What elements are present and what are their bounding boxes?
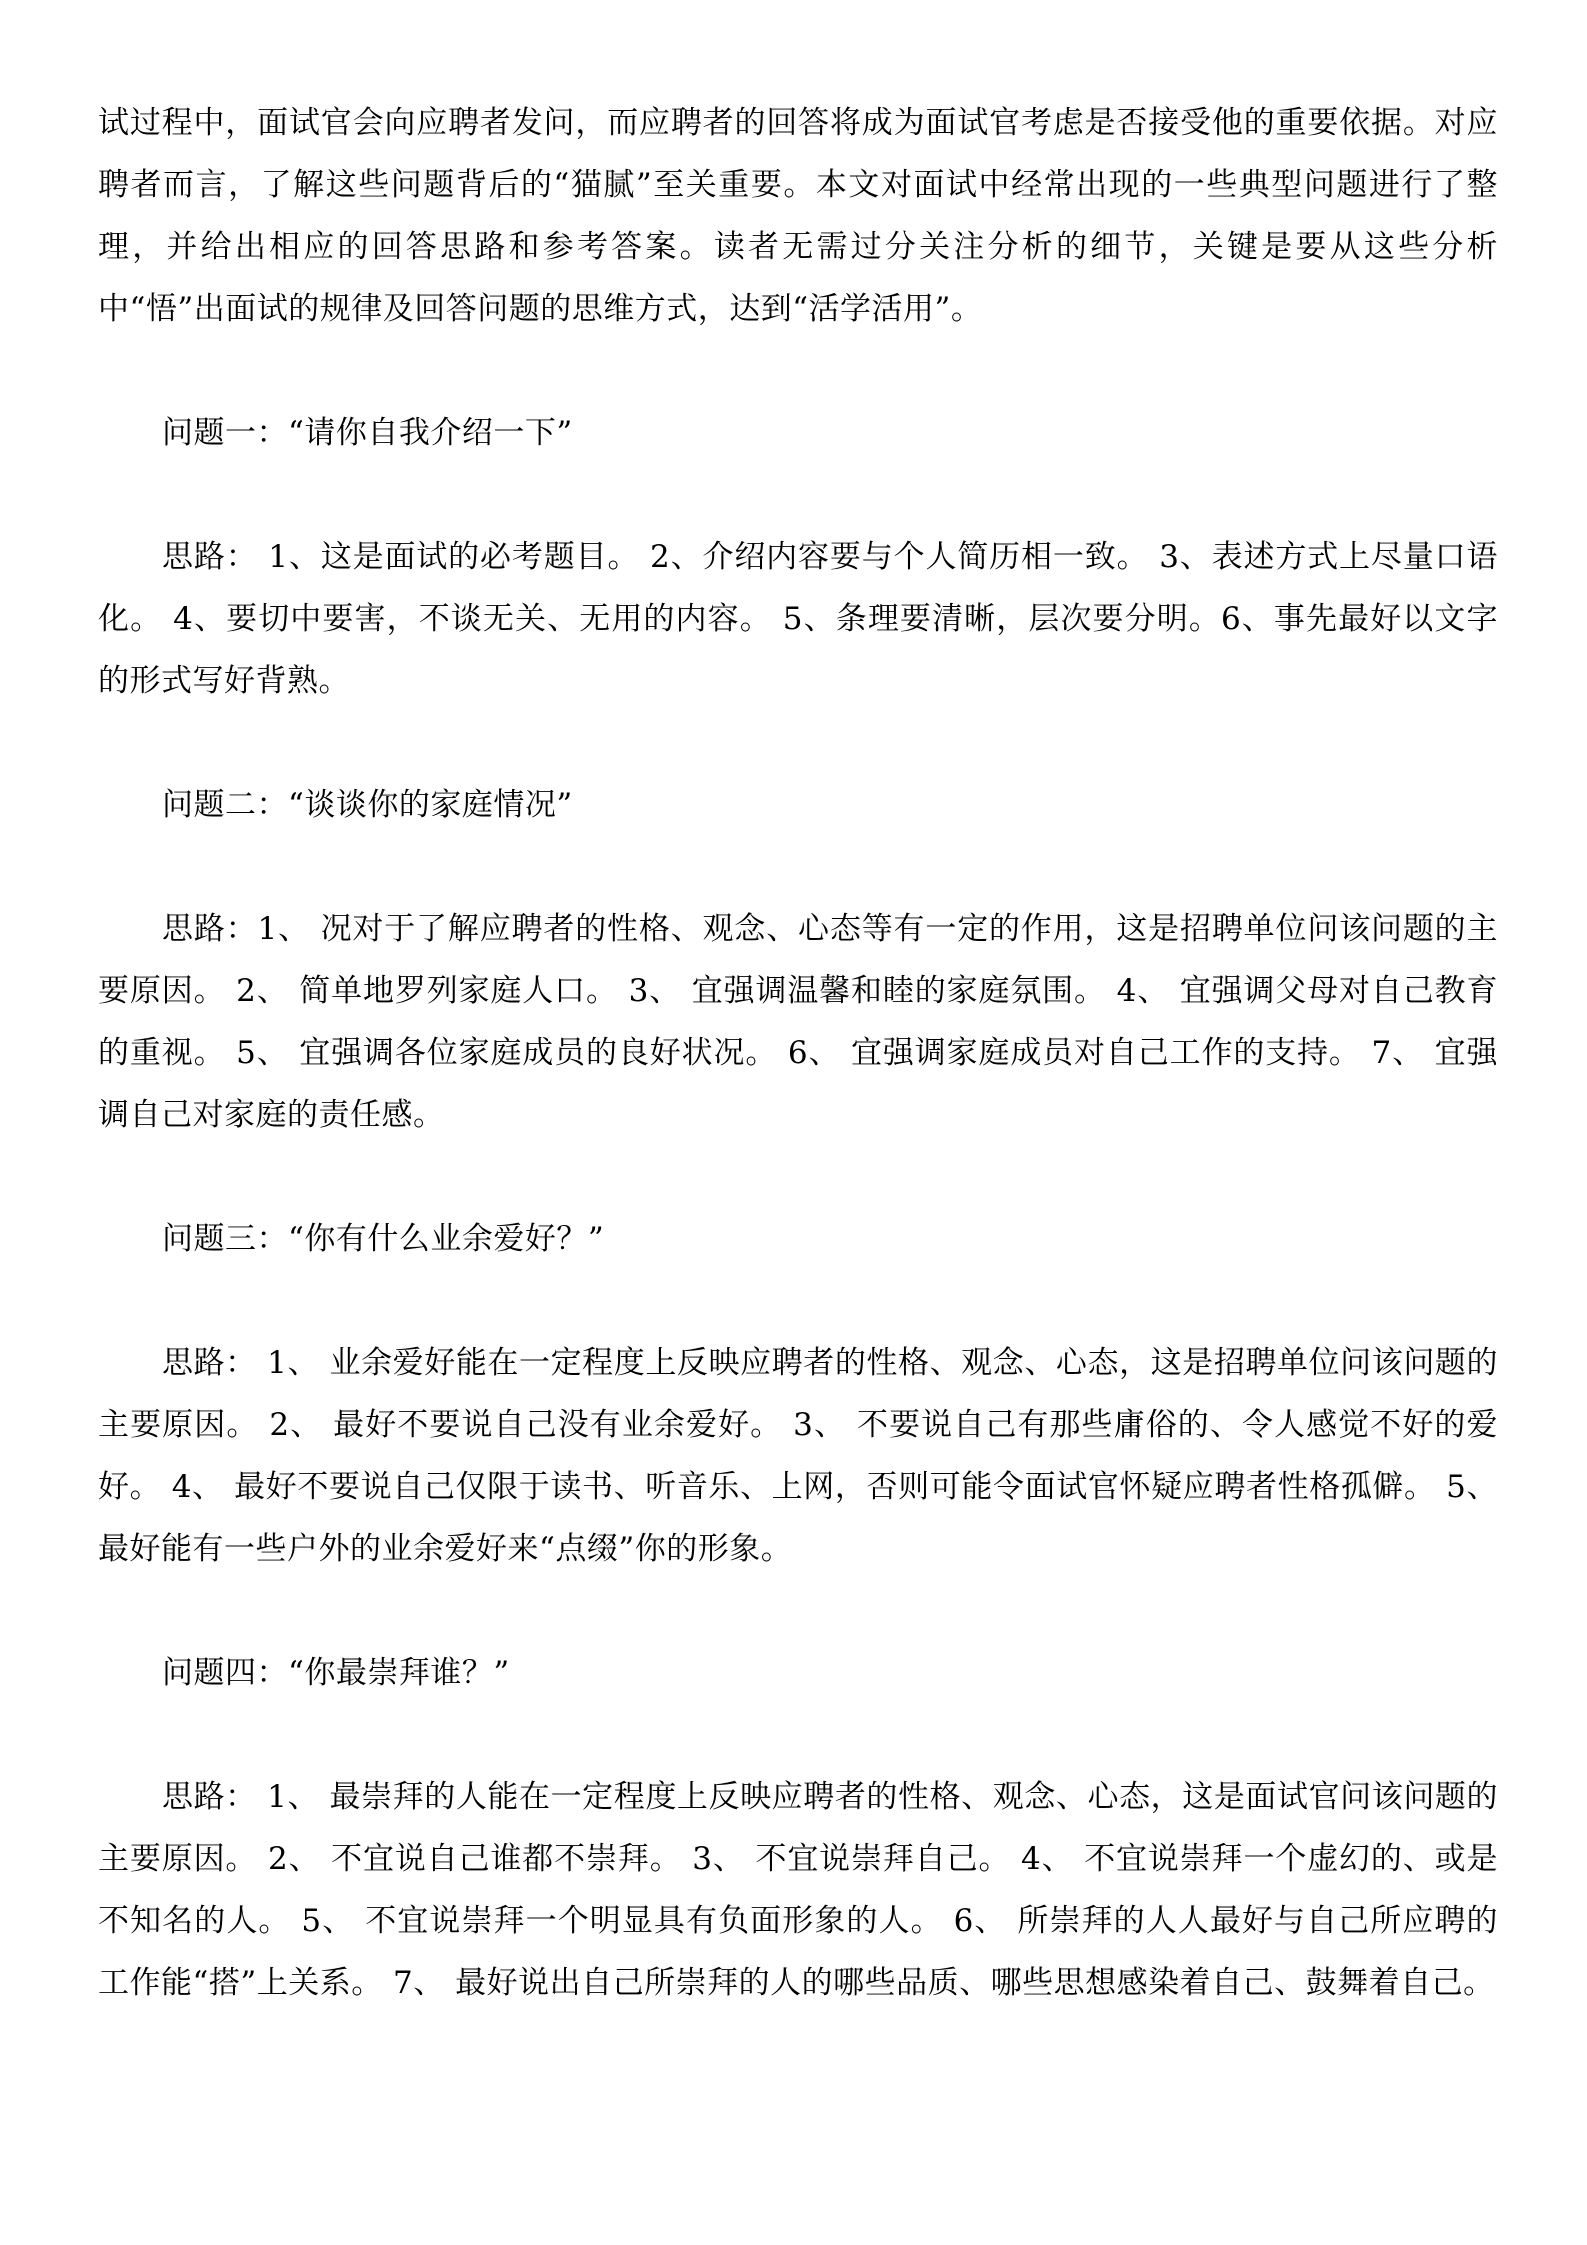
question-3-heading: 问题三：“你有什么业余爱好？” — [162, 1221, 605, 1257]
document-page — [98, 92, 1498, 2014]
spacer — [98, 1270, 1498, 1332]
question-2-thinking: 思路：1、 况对于了解应聘者的性格、观念、心态等有一定的作用，这是招聘单位问该问题的主要原因。 2、 简单地罗列家庭人口。 3、 宜强调温馨和睦的家庭氛围。 4、 宜强调父母对自己教育的重视。 5、 宜强调各位家庭成员的良好状况。 6、 宜强调家庭成员对自己工作的支持。 7、 宜强调自己对家庭的责任感。 — [98, 911, 1498, 1133]
spacer — [98, 712, 1498, 774]
spacer — [98, 836, 1498, 898]
spacer — [98, 340, 1498, 402]
question-4-heading: 问题四：“你最崇拜谁？” — [162, 1655, 510, 1691]
question-4-thinking: 思路： 1、 最崇拜的人能在一定程度上反映应聘者的性格、观念、心态，这是面试官问该问题的主要原因。 2、 不宜说自己谁都不崇拜。 3、 不宜说崇拜自己。 4、 不宜说崇拜一个虚幻的、或是不知名的人。 5、 不宜说崇拜一个明显具有负面形象的人。 6、 所崇拜的人人最好与自己所应聘的工作能“搭”上关系。 7、 最好说出自己所崇拜的人的哪些品质、哪些思想感染着自己、鼓舞着自己。 — [98, 1779, 1498, 2001]
intro-paragraph: 试过程中，面试官会向应聘者发问，而应聘者的回答将成为面试官考虑是否接受他的重要依据。对应聘者而言，了解这些问题背后的“猫腻”至关重要。本文对面试中经常出现的一些典型问题进行了整理，并给出相应的回答思路和参考答案。读者无需过分关注分析的细节，关键是要从这些分析中“悟”出面试的规律及回答问题的思维方式，达到“活学活用”。 — [98, 105, 1498, 327]
question-1-heading: 问题一：“请你自我介绍一下” — [162, 415, 573, 451]
spacer — [98, 1146, 1498, 1208]
question-1-thinking: 思路： 1、这是面试的必考题目。 2、介绍内容要与个人简历相一致。 3、表述方式上尽量口语化。 4、要切中要害，不谈无关、无用的内容。 5、条理要清晰，层次要分明。6、事先最好以文字的形式写好背熟。 — [98, 539, 1498, 699]
spacer — [98, 1580, 1498, 1642]
question-3-thinking: 思路： 1、 业余爱好能在一定程度上反映应聘者的性格、观念、心态，这是招聘单位问该问题的主要原因。 2、 最好不要说自己没有业余爱好。 3、 不要说自己有那些庸俗的、令人感觉不好的爱好。 4、 最好不要说自己仅限于读书、听音乐、上网，否则可能令面试官怀疑应聘者性格孤僻。 5、最好能有一些户外的业余爱好来“点缀”你的形象。 — [98, 1345, 1498, 1567]
spacer — [98, 1704, 1498, 1766]
question-2-heading: 问题二：“谈谈你的家庭情况” — [162, 787, 573, 823]
spacer — [98, 464, 1498, 526]
